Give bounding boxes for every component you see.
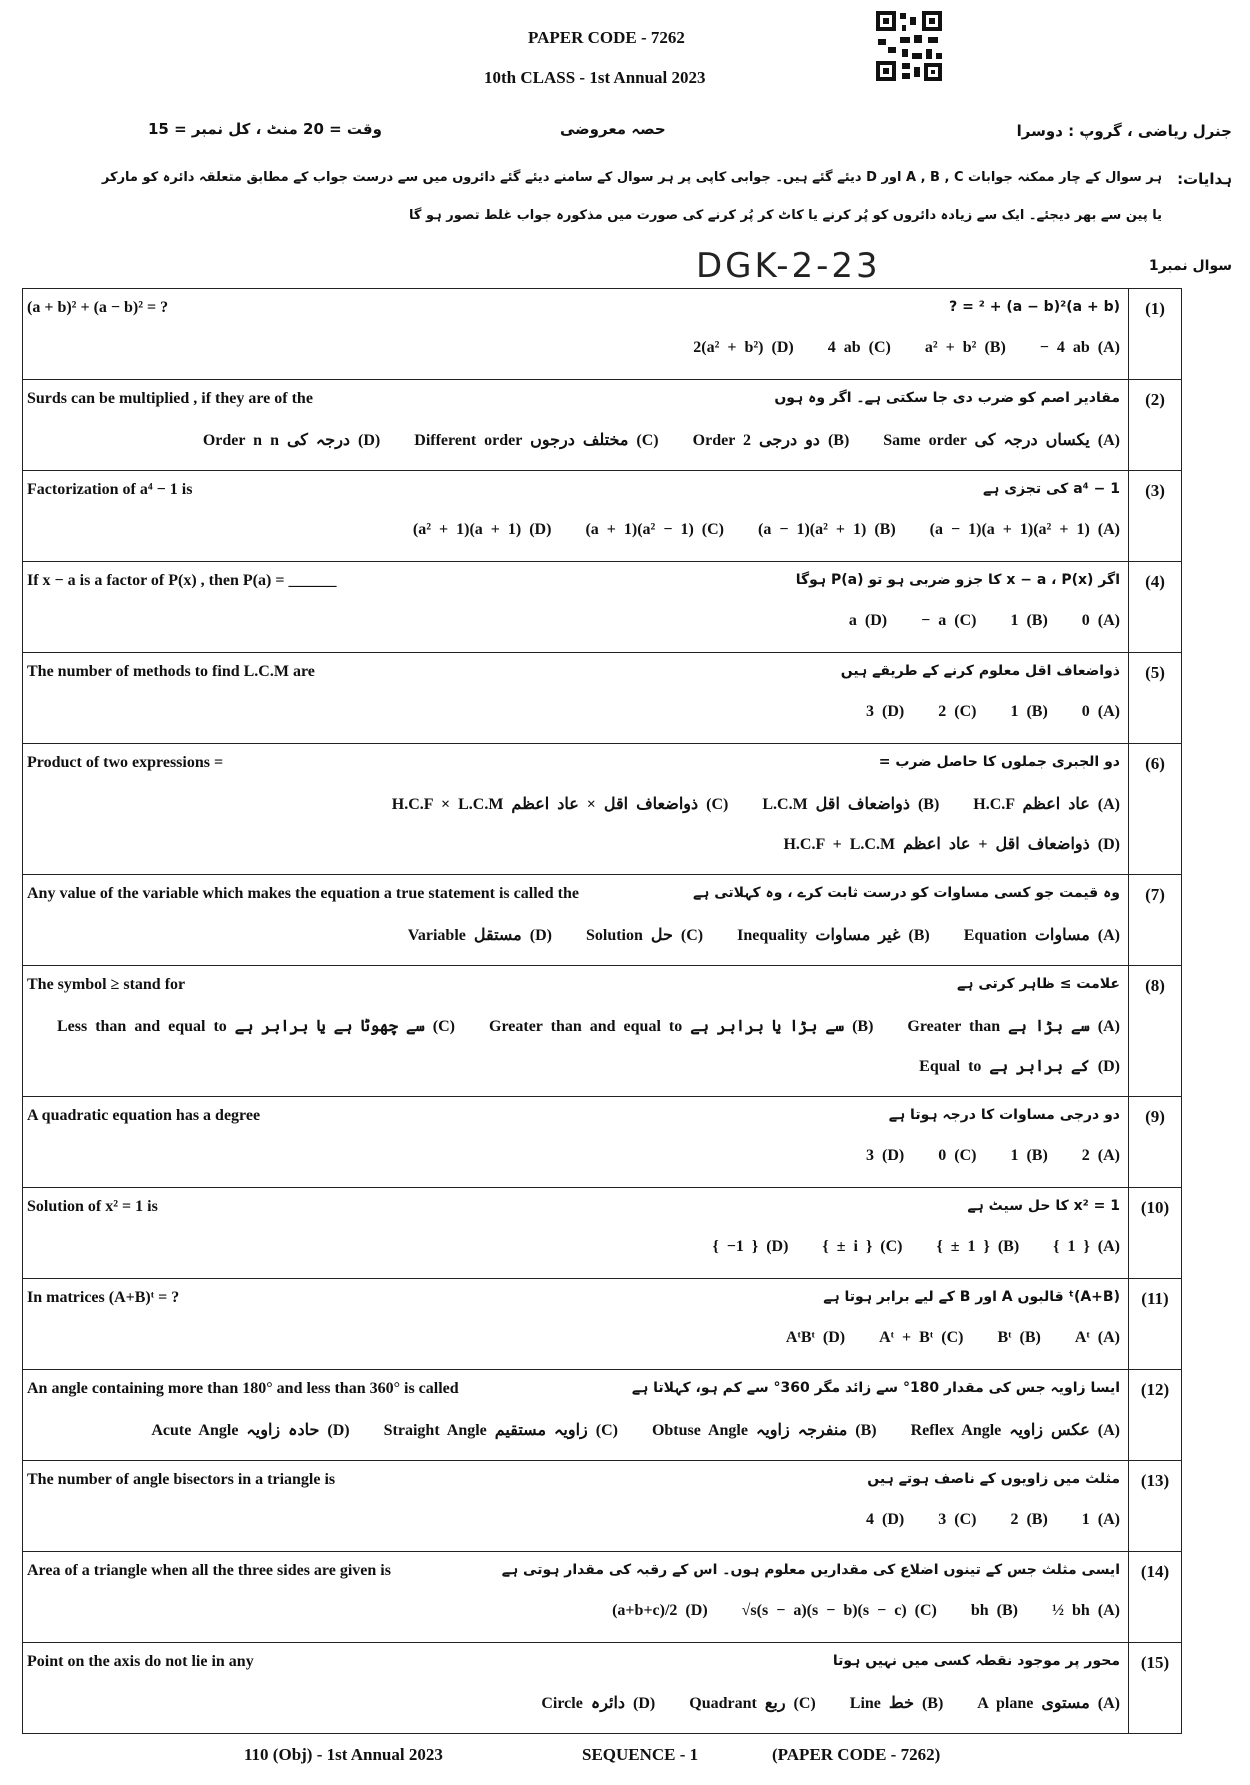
answer-option: Bᵗ (B) bbox=[997, 1329, 1041, 1346]
answer-option: bh (B) bbox=[970, 1602, 1018, 1619]
answer-option: (a + 1)(a² − 1) (C) bbox=[585, 521, 724, 538]
question-text-urdu: دو درجی مساوات کا درجہ ہوتا ہے bbox=[888, 1107, 1120, 1123]
question-row bbox=[23, 1370, 1182, 1461]
question-number bbox=[1129, 1461, 1182, 1552]
question-text-urdu: a⁴ − 1 کی تجزی ہے bbox=[982, 481, 1120, 497]
question-number bbox=[1129, 653, 1182, 744]
question-text-urdu: علامت ≥ ظاہر کرتی ہے bbox=[957, 976, 1120, 992]
question-text-english: An angle containing more than 180° and less than 360° is called bbox=[27, 1380, 459, 1397]
question-text-urdu: ایسا زاویہ جس کی مقدار 180° سے زائد مگر 360° سے کم ہو، کہلاتا ہے bbox=[631, 1380, 1120, 1396]
qr-code-icon bbox=[874, 9, 944, 83]
instructions-label: ہدایات: bbox=[1177, 170, 1232, 188]
options-row bbox=[815, 612, 1120, 630]
answer-option: { ± 1 } (B) bbox=[936, 1238, 1020, 1255]
answer-option: Variable مستقل (D) bbox=[407, 927, 552, 944]
question-text-english: Solution of x² = 1 is bbox=[27, 1198, 158, 1215]
answer-option: 0 (C) bbox=[938, 1147, 977, 1164]
section-title: حصہ معروضی bbox=[560, 120, 666, 138]
question-body bbox=[23, 653, 1129, 744]
question-number-label: (6) bbox=[1145, 754, 1165, 773]
question-number-label: (14) bbox=[1140, 1562, 1170, 1581]
answer-option: 1 (B) bbox=[1010, 703, 1048, 720]
question-row bbox=[23, 1279, 1182, 1370]
answer-option: a (D) bbox=[848, 612, 888, 629]
question-text-urdu: ایسی مثلث جس کے تینوں اضلاع کی مقداریں معلوم ہوں۔ اس کے رقبہ کی مقدار ہوتی ہے bbox=[501, 1562, 1120, 1578]
answer-option: 1 (A) bbox=[1081, 1511, 1120, 1528]
question-number-label: (3) bbox=[1145, 481, 1165, 500]
question-text-english: Area of a triangle when all the three sides are given is bbox=[27, 1562, 391, 1579]
question-row bbox=[23, 1188, 1182, 1279]
question-number-label: (4) bbox=[1145, 572, 1165, 591]
question-number bbox=[1129, 1097, 1182, 1188]
answer-option: 4 ab (C) bbox=[827, 339, 891, 356]
options-row bbox=[578, 1602, 1120, 1620]
options-row bbox=[832, 703, 1120, 721]
question-text-urdu: وہ قیمت جو کسی مساوات کو درست ثابت کرے ، وہ کہلاتی ہے bbox=[692, 885, 1120, 901]
question-text-english: Factorization of a⁴ − 1 is bbox=[27, 481, 193, 498]
answer-option: Acute Angle حادہ زاویہ (D) bbox=[151, 1422, 350, 1439]
question-text-urdu: دو الجبری جملوں کا حاصل ضرب = bbox=[878, 754, 1120, 770]
question-text-english: Point on the axis do not lie in any bbox=[27, 1653, 254, 1670]
question-number-label: (1) bbox=[1145, 299, 1165, 318]
question-text-urdu: ذواضعاف اقل معلوم کرنے کے طریقے ہیں bbox=[840, 663, 1120, 679]
answer-option: Order n n درجہ کی (D) bbox=[202, 432, 381, 449]
answer-option: (a² + 1)(a + 1) (D) bbox=[412, 521, 552, 538]
answer-option: Straight Angle زاویہ مستقیم (C) bbox=[383, 1422, 618, 1439]
answer-option: 1 (B) bbox=[1010, 612, 1048, 629]
question-text-urdu: (a + b)² + (a − b)² = ? bbox=[949, 299, 1120, 315]
answer-option: 1 (B) bbox=[1010, 1147, 1048, 1164]
question-body bbox=[23, 380, 1129, 471]
options-row bbox=[169, 430, 1120, 450]
answer-option: Obtuse Angle منفرجہ زاویہ (B) bbox=[651, 1422, 877, 1439]
answer-option: 4 (D) bbox=[866, 1511, 905, 1528]
answer-option: H.C.F عاد اعظم (A) bbox=[973, 796, 1120, 813]
question-number bbox=[1129, 289, 1182, 380]
question-number bbox=[1129, 1188, 1182, 1279]
question-row bbox=[23, 380, 1182, 471]
options-row-second bbox=[783, 834, 1120, 854]
question-text-urdu: اگر x − a ، P(x) کا جزو ضربی ہو تو P(a) ہوگا bbox=[795, 572, 1120, 588]
options-row bbox=[659, 339, 1120, 357]
questions-table bbox=[22, 288, 1182, 1734]
question-number-label: (13) bbox=[1140, 1471, 1170, 1490]
answer-option: { −1 } (D) bbox=[712, 1238, 789, 1255]
question-text-english: Surds can be multiplied , if they are of the bbox=[27, 390, 313, 407]
answer-option: { ± i } (C) bbox=[822, 1238, 903, 1255]
question-number bbox=[1129, 966, 1182, 1097]
question-number bbox=[1129, 562, 1182, 653]
answer-option: Quadrant ربع (C) bbox=[689, 1695, 816, 1712]
answer-option: L.C.M ذواضعاف اقل (B) bbox=[762, 796, 940, 813]
handwritten-code: DGK-2-23 bbox=[696, 246, 881, 286]
question-number bbox=[1129, 1279, 1182, 1370]
answer-option: a² + b² (B) bbox=[924, 339, 1006, 356]
question-body bbox=[23, 1552, 1129, 1643]
answer-option: Aᵗ + Bᵗ (C) bbox=[879, 1329, 964, 1346]
answer-option: 2 (C) bbox=[938, 703, 977, 720]
question-body bbox=[23, 875, 1129, 966]
question-number bbox=[1129, 1643, 1182, 1734]
paper-code: PAPER CODE - 7262 bbox=[528, 28, 685, 47]
answer-option: { 1 } (A) bbox=[1053, 1238, 1120, 1255]
question-text-english: In matrices (A+B)ᵗ = ? bbox=[27, 1289, 180, 1306]
question-text-english: The symbol ≥ stand for bbox=[27, 976, 186, 993]
question-body bbox=[23, 966, 1129, 1097]
question-number bbox=[1129, 875, 1182, 966]
question-number-label: (15) bbox=[1140, 1653, 1170, 1672]
options-row bbox=[832, 1147, 1120, 1165]
question-row bbox=[23, 1552, 1182, 1643]
question-number-label: (12) bbox=[1140, 1380, 1170, 1399]
question-text-english: A quadratic equation has a degree bbox=[27, 1107, 261, 1124]
options-row bbox=[832, 1511, 1120, 1529]
question-text-english: If x − a is a factor of P(x) , then P(a) = ______ bbox=[27, 572, 337, 589]
answer-option: A plane مستوی (A) bbox=[977, 1695, 1120, 1712]
question-body bbox=[23, 1461, 1129, 1552]
answer-option: H.C.F + L.C.M ذواضعاف اقل + عاد اعظم (D) bbox=[783, 836, 1120, 853]
answer-option: Greater than and equal to سے بڑا یا برابر ہے (B) bbox=[489, 1018, 874, 1035]
question-body bbox=[23, 1370, 1129, 1461]
question-text-english: (a + b)² + (a − b)² = ? bbox=[27, 299, 169, 316]
footer-sequence: SEQUENCE - 1 bbox=[582, 1745, 699, 1764]
answer-option: Greater than سے بڑا ہے (A) bbox=[907, 1018, 1120, 1035]
question-number-label: (11) bbox=[1141, 1289, 1169, 1308]
answer-option: Reflex Angle عکس زاویہ (A) bbox=[910, 1422, 1120, 1439]
question-text-english: Any value of the variable which makes the equation a true statement is called the bbox=[27, 885, 579, 902]
question-number-label: (2) bbox=[1145, 390, 1165, 409]
options-row bbox=[23, 1016, 1120, 1036]
question-body bbox=[23, 471, 1129, 562]
options-row bbox=[117, 1420, 1120, 1440]
question-number-label: (8) bbox=[1145, 976, 1165, 995]
answer-option: Same order یکساں درجہ کی (A) bbox=[883, 432, 1120, 449]
answer-option: Circle دائرہ (D) bbox=[541, 1695, 656, 1712]
answer-option: (a − 1)(a² + 1) (B) bbox=[758, 521, 896, 538]
question-row bbox=[23, 653, 1182, 744]
answer-option: 3 (C) bbox=[938, 1511, 977, 1528]
question-text-english: Product of two expressions = bbox=[27, 754, 224, 771]
question-text-urdu: مقادیر اصم کو ضرب دی جا سکتی ہے۔ اگر وہ ہوں bbox=[774, 390, 1120, 406]
question-row bbox=[23, 1461, 1182, 1552]
answer-option: Different order مختلف درجوں (C) bbox=[414, 432, 659, 449]
question-number-label: (9) bbox=[1145, 1107, 1165, 1126]
answer-option: 2 (A) bbox=[1081, 1147, 1120, 1164]
question-body bbox=[23, 289, 1129, 380]
question-text-urdu: محور پر موجود نقطہ کسی میں نہیں ہوتا bbox=[832, 1653, 1120, 1669]
instructions-line2: یا پین سے بھر دیجئے۔ ایک سے زیادہ دائروں کو پُر کرنے یا کاٹ کر پُر کرنے کی صورت میں مذکورہ جواب غلط تصور ہو گا bbox=[409, 208, 1162, 223]
answer-option: Order 2 دو درجی (B) bbox=[692, 432, 850, 449]
answer-option: − a (C) bbox=[921, 612, 977, 629]
answer-option: 3 (D) bbox=[866, 1147, 905, 1164]
answer-option: − 4 ab (A) bbox=[1039, 339, 1120, 356]
footer-paper-code: (PAPER CODE - 7262) bbox=[772, 1745, 941, 1764]
answer-option: H.C.F × L.C.M ذواضعاف اقل × عاد اعظم (C) bbox=[391, 796, 729, 813]
question-text-english: The number of methods to find L.C.M are bbox=[27, 663, 315, 680]
options-row bbox=[358, 794, 1120, 814]
subject-group: جنرل ریاضی ، گروپ : دوسرا bbox=[1016, 122, 1232, 140]
question-body bbox=[23, 1643, 1129, 1734]
answer-option: Aᵗ (A) bbox=[1074, 1329, 1120, 1346]
answer-option: 2(a² + b²) (D) bbox=[693, 339, 794, 356]
question-body bbox=[23, 744, 1129, 875]
question-row bbox=[23, 1643, 1182, 1734]
footer-left: 110 (Obj) - 1st Annual 2023 bbox=[244, 1745, 443, 1764]
answer-option: Less than and equal to سے چھوٹا ہے یا برابر ہے (C) bbox=[56, 1018, 456, 1035]
question-row bbox=[23, 966, 1182, 1097]
question-row bbox=[23, 875, 1182, 966]
question-body bbox=[23, 1188, 1129, 1279]
answer-option: 2 (B) bbox=[1010, 1511, 1048, 1528]
question-label: سوال نمبر1 bbox=[1148, 258, 1232, 274]
question-body bbox=[23, 562, 1129, 653]
options-row bbox=[379, 521, 1120, 539]
answer-option: Equation مساوات (A) bbox=[963, 927, 1120, 944]
answer-option: ½ bh (A) bbox=[1051, 1602, 1120, 1619]
question-number bbox=[1129, 471, 1182, 562]
answer-option: AᵗBᵗ (D) bbox=[785, 1329, 846, 1346]
question-row bbox=[23, 289, 1182, 380]
question-number-label: (5) bbox=[1145, 663, 1165, 682]
answer-option: Equal to کے برابر ہے (D) bbox=[919, 1058, 1120, 1075]
question-text-urdu: x² = 1 کا حل سیٹ ہے bbox=[967, 1198, 1120, 1214]
question-body bbox=[23, 1097, 1129, 1188]
options-row-second bbox=[919, 1056, 1120, 1076]
question-number bbox=[1129, 1552, 1182, 1643]
answer-option: 0 (A) bbox=[1081, 703, 1120, 720]
class-line: 10th CLASS - 1st Annual 2023 bbox=[484, 68, 706, 87]
question-text-english: The number of angle bisectors in a triangle is bbox=[27, 1471, 336, 1488]
question-text-urdu: (A+B)ᵗ قالبوں A اور B کے لیے برابر ہوتا ہے bbox=[823, 1289, 1120, 1305]
question-row bbox=[23, 471, 1182, 562]
answer-option: (a+b+c)/2 (D) bbox=[612, 1602, 708, 1619]
question-row bbox=[23, 744, 1182, 875]
options-row bbox=[374, 925, 1120, 945]
question-number-label: (10) bbox=[1140, 1198, 1170, 1217]
question-text-urdu: مثلث میں زاویوں کے ناصف ہوتے ہیں bbox=[867, 1471, 1120, 1487]
answer-option: √s(s − a)(s − b)(s − c) (C) bbox=[741, 1602, 937, 1619]
question-number-label: (7) bbox=[1145, 885, 1165, 904]
options-row bbox=[507, 1693, 1120, 1713]
question-body bbox=[23, 1279, 1129, 1370]
question-row bbox=[23, 1097, 1182, 1188]
answer-option: Solution حل (C) bbox=[585, 927, 704, 944]
answer-option: 3 (D) bbox=[866, 703, 905, 720]
question-number bbox=[1129, 1370, 1182, 1461]
question-number bbox=[1129, 380, 1182, 471]
answer-option: Inequality غیر مساوات (B) bbox=[737, 927, 930, 944]
options-row bbox=[678, 1238, 1120, 1256]
answer-option: Line خط (B) bbox=[849, 1695, 944, 1712]
instructions-line1: ہر سوال کے چار ممکنہ جوابات A , B , C اور D دیئے گئے ہیں۔ جوابی کاپی پر ہر سوال کے سامنے دیئے گئے دائروں میں سے درست جواب کے مطابق متعلقہ دائرہ کو مارکر bbox=[101, 170, 1162, 185]
answer-option: (a − 1)(a + 1)(a² + 1) (A) bbox=[929, 521, 1120, 538]
answer-option: 0 (A) bbox=[1081, 612, 1120, 629]
question-number bbox=[1129, 744, 1182, 875]
options-row bbox=[752, 1329, 1120, 1347]
time-marks: وقت = 20 منٹ ، کل نمبر = 15 bbox=[148, 120, 382, 138]
question-row bbox=[23, 562, 1182, 653]
